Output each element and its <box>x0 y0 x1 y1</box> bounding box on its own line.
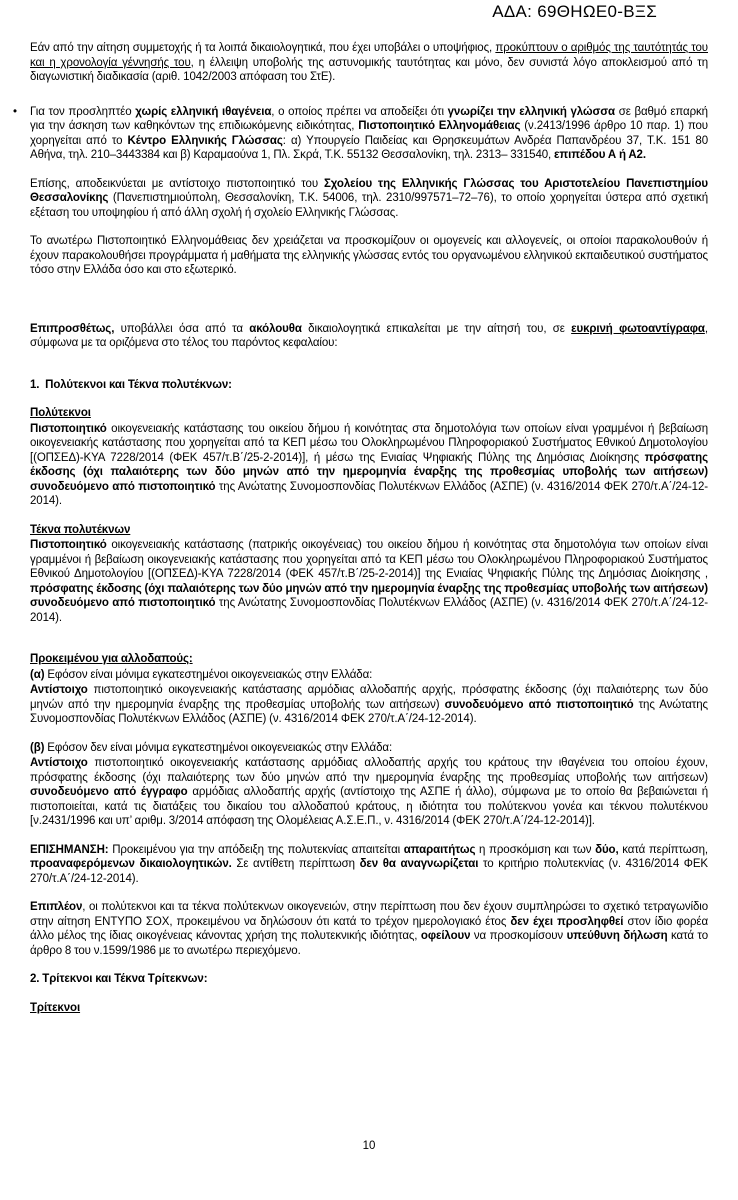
polyteknoi-heading <box>30 406 708 421</box>
text-run: 1. Πολύτεκνοι και Τέκνα πολυτέκνων: <box>30 378 232 391</box>
text-run: προκύπτουν ο αριθμός της ταυτότητάς του και η χρονολογία γέννησής του <box>30 42 708 69</box>
text-run: (β) <box>30 741 45 754</box>
text-run: προαναφερόμενων δικαιολογητικών. <box>30 858 232 870</box>
allodapoi-heading <box>30 652 708 667</box>
text-run: Τρίτεκνοι <box>30 1001 81 1014</box>
text-run: το κριτήριο πολυτεκνίας (ν. 4316/2014 ΦΕΚ 270/τ.Α΄/24-12-2014). <box>30 858 708 885</box>
text-run: , ο οποίος πρέπει να αποδείξει ότι <box>271 105 448 118</box>
text-run: Πιστοποιητικό <box>30 539 107 551</box>
text-run: ΕΠΙΣΗΜΑΝΣΗ: <box>30 843 109 856</box>
bullet-icon: • <box>13 105 17 118</box>
ada-code: ΑΔΑ: 69ΘΗΩΕ0-ΒΞΣ <box>492 2 657 21</box>
text-run: Εφόσον δεν είναι μόνιμα εγκατεστημένοι οικογενειακώς στην Ελλάδα: <box>44 741 393 754</box>
text-run: της Ανώτατης Συνομοσπονδίας Πολυτέκνων Ελλάδος (ΑΣΠΕ) (ν. 4316/2014 ΦΕΚ 270/τ.Α΄/24-12-2014). <box>30 597 709 624</box>
text-run: οφείλουν <box>420 930 471 942</box>
text-run: , οι πολύτεκνοι και τα τέκνα πολύτεκνων οικογενειών, στην περίπτωση που δεν έχουν συμπληρώσει το σχετικό τετραγωνίδιο στην αίτηση ΕΝΤΥΠΟ ΣΟΧ, προκειμένου να δηλώσουν ότι κατά το τρέχον ημερολογιακό έτος <box>30 901 708 928</box>
text-run: δικαιολογητικά επικαλείται με την αίτησή του, σε <box>301 322 572 335</box>
text-run: Πιστοποιητικό <box>30 422 107 435</box>
text-run: Πολύτεκνοι <box>30 407 91 419</box>
text-run: πρόσφατης έκδοσης (όχι παλαιότερης των δύο μηνών από την ημερομηνία έναρξης της προθεσμίας υποβολής των αιτήσεων) συνοδευόμενο από πιστοποιητικό <box>30 451 708 493</box>
text-run: οικογενειακής κατάστασης του οικείου δήμου ή κοινότητας στα δημοτολόγια των οποίων είναι γραμμένοι ή βεβαίωση οικογενειακής κατάστασης που χορηγείται από τα ΚΕΠ μέσω του Ολοκληρωμένου Πληροφοριακού Συστήματος Εθνικού Δημοτολογίου [(ΟΠΣΕΔ)-ΚΥΑ 7228/2014 (ΦΕΚ 457/τ.Β΄/25-2-2014)], ή μέσω της Ενιαίας Ψηφιακής Πύλης της Δημόσιας Διοίκησης <box>30 422 708 464</box>
text-run: χωρίς ελληνική ιθαγένεια <box>135 105 272 118</box>
text-run: δεν έχει προσληφθεί <box>510 915 624 928</box>
case-b-intro <box>30 741 708 756</box>
text-run: Εφόσον είναι μόνιμα εγκατεστημένοι οικογενειακώς στην Ελλάδα: <box>44 668 373 681</box>
text-run: : α) Υπουργείο Παιδείας και Θρησκευμάτων Ανδρέα Παπανδρέου 37, Τ.Κ. 151 80 Αθήνα, τηλ. 210–3443384 και β) Καραμαούνα 1, Πλ. Σκρά, Τ.Κ. 55132 Θεσσαλονίκη, τηλ. 2313– 331540, <box>30 134 709 161</box>
greek-language-certificate-bullet <box>13 105 709 163</box>
text-run: αρμόδιας αλλοδαπής αρχής (αντίστοιχο της ΑΣΠΕ ή άλλο), σύμφωνα με το οποίο θα βεβαιώνεται ή πιστοποιείται, κατά τις διατάξεις του δικαίου του αλλοδαπού κράτους, η ιδιότητα του πολύτεκνου γονέα και τέκνου πολυτέκνου [ν.2431/1996 και υπ’ αριθμ. 3/2014 απόφαση της Ολομέλειας Α.Σ.Ε.Π., ν. 4316/2014 (ΦΕΚ 270/τ.Α΄/24-12-2014)]. <box>30 786 708 827</box>
text-run: στον ίδιο φορέα άλλο μέλος της ίδιας οικογένειας κάνοντας χρήση της πολυτεκνικής ιδιότητας, <box>30 915 708 942</box>
page-number: 10 <box>362 1140 376 1152</box>
text-run: (ν.2413/1996 άρθρο 10 παρ. 1) που χορηγείται από το <box>30 120 708 147</box>
text-run: , σύμφωνα με τα οριζόμενα στο τέλος του παρόντος κεφαλαίου: <box>30 322 708 349</box>
text-run: δεν θα αναγνωρίζεται <box>359 858 479 870</box>
additional-documents-paragraph <box>30 322 708 351</box>
text-run: κατά περίπτωση, <box>618 843 708 856</box>
document-body <box>13 41 709 1015</box>
text-run: Εάν από την αίτηση συμμετοχής ή τα λοιπά δικαιολογητικά, που έχει υποβάλει ο υποψήφιος, <box>30 42 496 54</box>
text-run: Πιστοποιητικό Ελληνομάθειας <box>358 120 521 132</box>
text-run: ευκρινή φωτοαντίγραφα <box>571 322 705 335</box>
text-run: πρόσφατης έκδοσης (όχι παλαιότερης των δύο μηνών από την ημερομηνία έναρξης της προθεσμίας υποβολής των αιτήσεων) συνοδευόμενο από πιστοποιητικό <box>30 582 708 609</box>
text-run: της Ανώτατης Συνομοσπονδίας Πολυτέκνων Ελλάδος (ΑΣΠΕ) (ν. 4316/2014 ΦΕΚ 270/τ.Α΄/24-12-2014). <box>30 698 708 725</box>
text-run: Κέντρο Ελληνικής Γλώσσας <box>127 134 283 147</box>
text-run: επιπέδου Α ή Α2. <box>554 149 646 161</box>
text-run: Σχολείου της Ελληνικής Γλώσσας του Αριστοτελείου Πανεπιστημίου Θεσσαλονίκης <box>30 177 708 204</box>
tekna-polyteknon-heading <box>30 523 708 538</box>
text-run: Για τον προσληπτέο <box>30 105 136 118</box>
case-a-intro <box>30 668 708 683</box>
text-run: , η έλλειψη υποβολής της αστυνομικής ταυτότητας και μόνο, δεν συνιστά λόγο αποκλεισμού από τη διαγωνιστική διαδικασία (αριθ. 1042/2003 απόφαση του ΣτΕ). <box>30 56 708 83</box>
text-run: Αντίστοιχο <box>30 757 88 769</box>
text-run: Επιπροσθέτως, <box>30 322 115 335</box>
thessaloniki-school-paragraph <box>30 177 708 221</box>
text-run: γνωρίζει την ελληνική γλώσσα <box>447 105 616 118</box>
section-1-heading <box>30 378 708 393</box>
text-run: κατά το άρθρο 8 του ν.1599/1986 με το ανωτέρω περιεχόμενο. <box>30 930 708 957</box>
text-run: Αντίστοιχο <box>30 684 88 696</box>
text-run: πιστοποιητικό οικογενειακής κατάστασης αρμόδιας αλλοδαπής αρχής, πρόσφατης έκδοσης (όχι παλαιότερης των δύο μηνών από την ημερομηνία έναρξης της προθεσμίας υποβολής των αιτήσεων) <box>30 684 708 711</box>
text-run: Τέκνα πολυτέκνων <box>30 523 131 536</box>
text-run: 2. Τρίτεκνοι και Τέκνα Τρίτεκνων: <box>30 973 208 985</box>
episimansi-paragraph <box>30 843 708 887</box>
epipleon-paragraph <box>30 900 708 958</box>
text-run: (Πανεπιστημιούπολη, Θεσσαλονίκη, Τ.Κ. 54006, τηλ. 2310/997571–72–76), το οποίο χορηγείται ύστερα από σχετική εξέταση του υποψηφίου ή από άλλη σχολή ή σχολείο Ελληνικής Γλώσσας. <box>30 192 708 219</box>
text-run: της Ανώτατης Συνομοσπονδίας Πολυτέκνων Ελλάδος (ΑΣΠΕ) (ν. 4316/2014 ΦΕΚ 270/τ.Α΄/24-12-2014). <box>30 480 709 507</box>
tekna-polyteknon-paragraph <box>30 538 708 625</box>
text-run: Προκειμένου για την απόδειξη της πολυτεκνίας απαιτείται <box>108 843 404 856</box>
certificate-exemption-paragraph <box>30 234 708 278</box>
triteknoi-heading <box>30 1001 708 1016</box>
text-run: Επίσης, αποδεικνύεται με αντίστοιχο πιστοποιητικό του <box>30 177 324 190</box>
case-b-paragraph <box>30 756 708 829</box>
text-run: (α) <box>30 668 45 681</box>
text-run: απαραιτήτως <box>403 843 476 856</box>
text-run: Επιπλέον <box>30 901 83 913</box>
section-2-heading <box>30 972 708 987</box>
case-a-paragraph <box>30 683 708 727</box>
polyteknoi-paragraph <box>30 422 708 509</box>
text-run: να προσκομίσουν <box>470 930 567 942</box>
text-run: η προσκόμιση και των <box>475 843 596 856</box>
text-run: Σε αντίθετη περίπτωση <box>231 858 360 870</box>
text-run: υπεύθυνη δήλωση <box>566 930 668 942</box>
text-run: οικογενειακής κατάστασης (πατρικής οικογένειας) του οικείου δήμου ή κοινότητας στα δημοτολόγια των οποίων είναι γραμμένοι ή βεβαίωση οικογενειακής κατάστασης που χορηγείται από τα ΚΕΠ μέσω του Ολοκληρωμένου Πληροφοριακού Συστήματος Εθνικού Δημοτολογίου [(ΟΠΣΕΔ)-ΚΥΑ 7228/2014 (ΦΕΚ 457/τ.Β΄/25-2-2014)] της Ενιαίας Ψηφιακής Πύλης της Δημόσιας Διοίκησης , <box>30 539 708 580</box>
text-run: Προκειμένου για αλλοδαπούς: <box>30 653 193 665</box>
identity-documents-paragraph <box>30 41 708 85</box>
text-run: ακόλουθα <box>249 322 302 335</box>
text-run: πιστοποιητικό οικογενειακής κατάστασης αρμόδιας αλλοδαπής αρχής του κράτους την ιθαγένεια του οποίου έχουν, πρόσφατης έκδοσης (όχι παλαιότερης των δύο μηνών από την ημερομηνία έναρξης της προθεσμίας υποβολής των αιτήσεων) <box>30 757 708 784</box>
text-run: δύο, <box>595 843 619 856</box>
text-run: σε βαθμό επαρκή για την άσκηση των καθηκόντων της επιδιωκόμενης ειδικότητας, <box>30 105 708 132</box>
text-run: συνοδευόμενο από έγγραφο <box>30 786 188 798</box>
text-run: Το ανωτέρω Πιστοποιητικό Ελληνομάθειας δεν χρειάζεται να προσκομίζουν οι ομογενείς και αλλογενείς, οι οποίοι παρακολουθούν ή έχουν παρακολουθήσει προγράμματα ή μαθήματα της ελληνικής γλώσσας εντός του οργανωμένου ελληνικού εκπαιδευτικού συστήματος τόσο στην Ελλάδα όσο και στο εξωτερικό. <box>30 235 708 276</box>
text-run: υποβάλλει όσα από τα <box>114 322 250 335</box>
text-run: συνοδευόμενο από πιστοποιητικό <box>444 698 634 711</box>
